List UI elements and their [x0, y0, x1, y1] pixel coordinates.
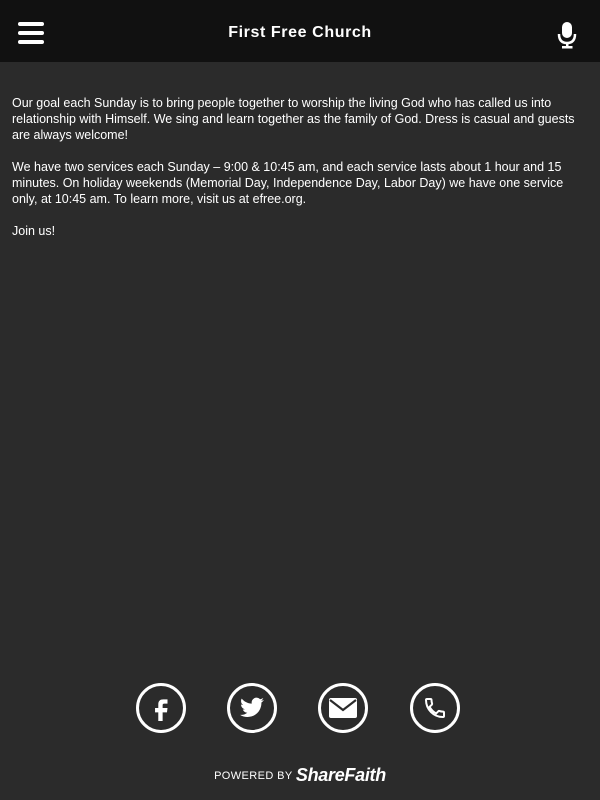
content-paragraph: We have two services each Sunday – 9:00 & 10:45 am, and each service lasts about 1 hour and 15 minutes. On holiday weekends (Memorial Day, Independence Day, Labor Day) we have one service only, at 10:45 am. To learn more, visit us at efree.org.	[12, 160, 564, 206]
content-paragraph: Our goal each Sunday is to bring people together to worship the living God who has called us into relationship with Himself. We sing and learn together as the family of God. Dress is casual and guests are always welcome!	[12, 96, 575, 142]
social-links	[0, 683, 600, 739]
menu-bar	[18, 22, 44, 26]
sharefaith-logo: ShareFaith	[295, 765, 386, 785]
microphone-icon	[556, 21, 578, 49]
twitter-icon	[239, 695, 265, 721]
menu-bar	[18, 40, 44, 44]
menu-button[interactable]	[18, 22, 46, 46]
powered-by-footer	[0, 765, 600, 786]
email-button[interactable]	[318, 683, 368, 733]
powered-by-label: POWERED BY	[214, 770, 293, 782]
email-icon	[328, 697, 358, 719]
phone-button[interactable]	[410, 683, 460, 733]
page-title: First Free Church	[228, 24, 372, 41]
microphone-button[interactable]	[556, 21, 578, 49]
app-header	[0, 0, 600, 62]
twitter-button[interactable]	[227, 683, 277, 733]
phone-icon	[423, 696, 447, 720]
facebook-icon	[148, 695, 174, 721]
facebook-button[interactable]	[136, 683, 186, 733]
content-paragraph: Join us!	[12, 224, 56, 238]
welcome-content	[12, 95, 588, 255]
menu-bar	[18, 31, 44, 35]
